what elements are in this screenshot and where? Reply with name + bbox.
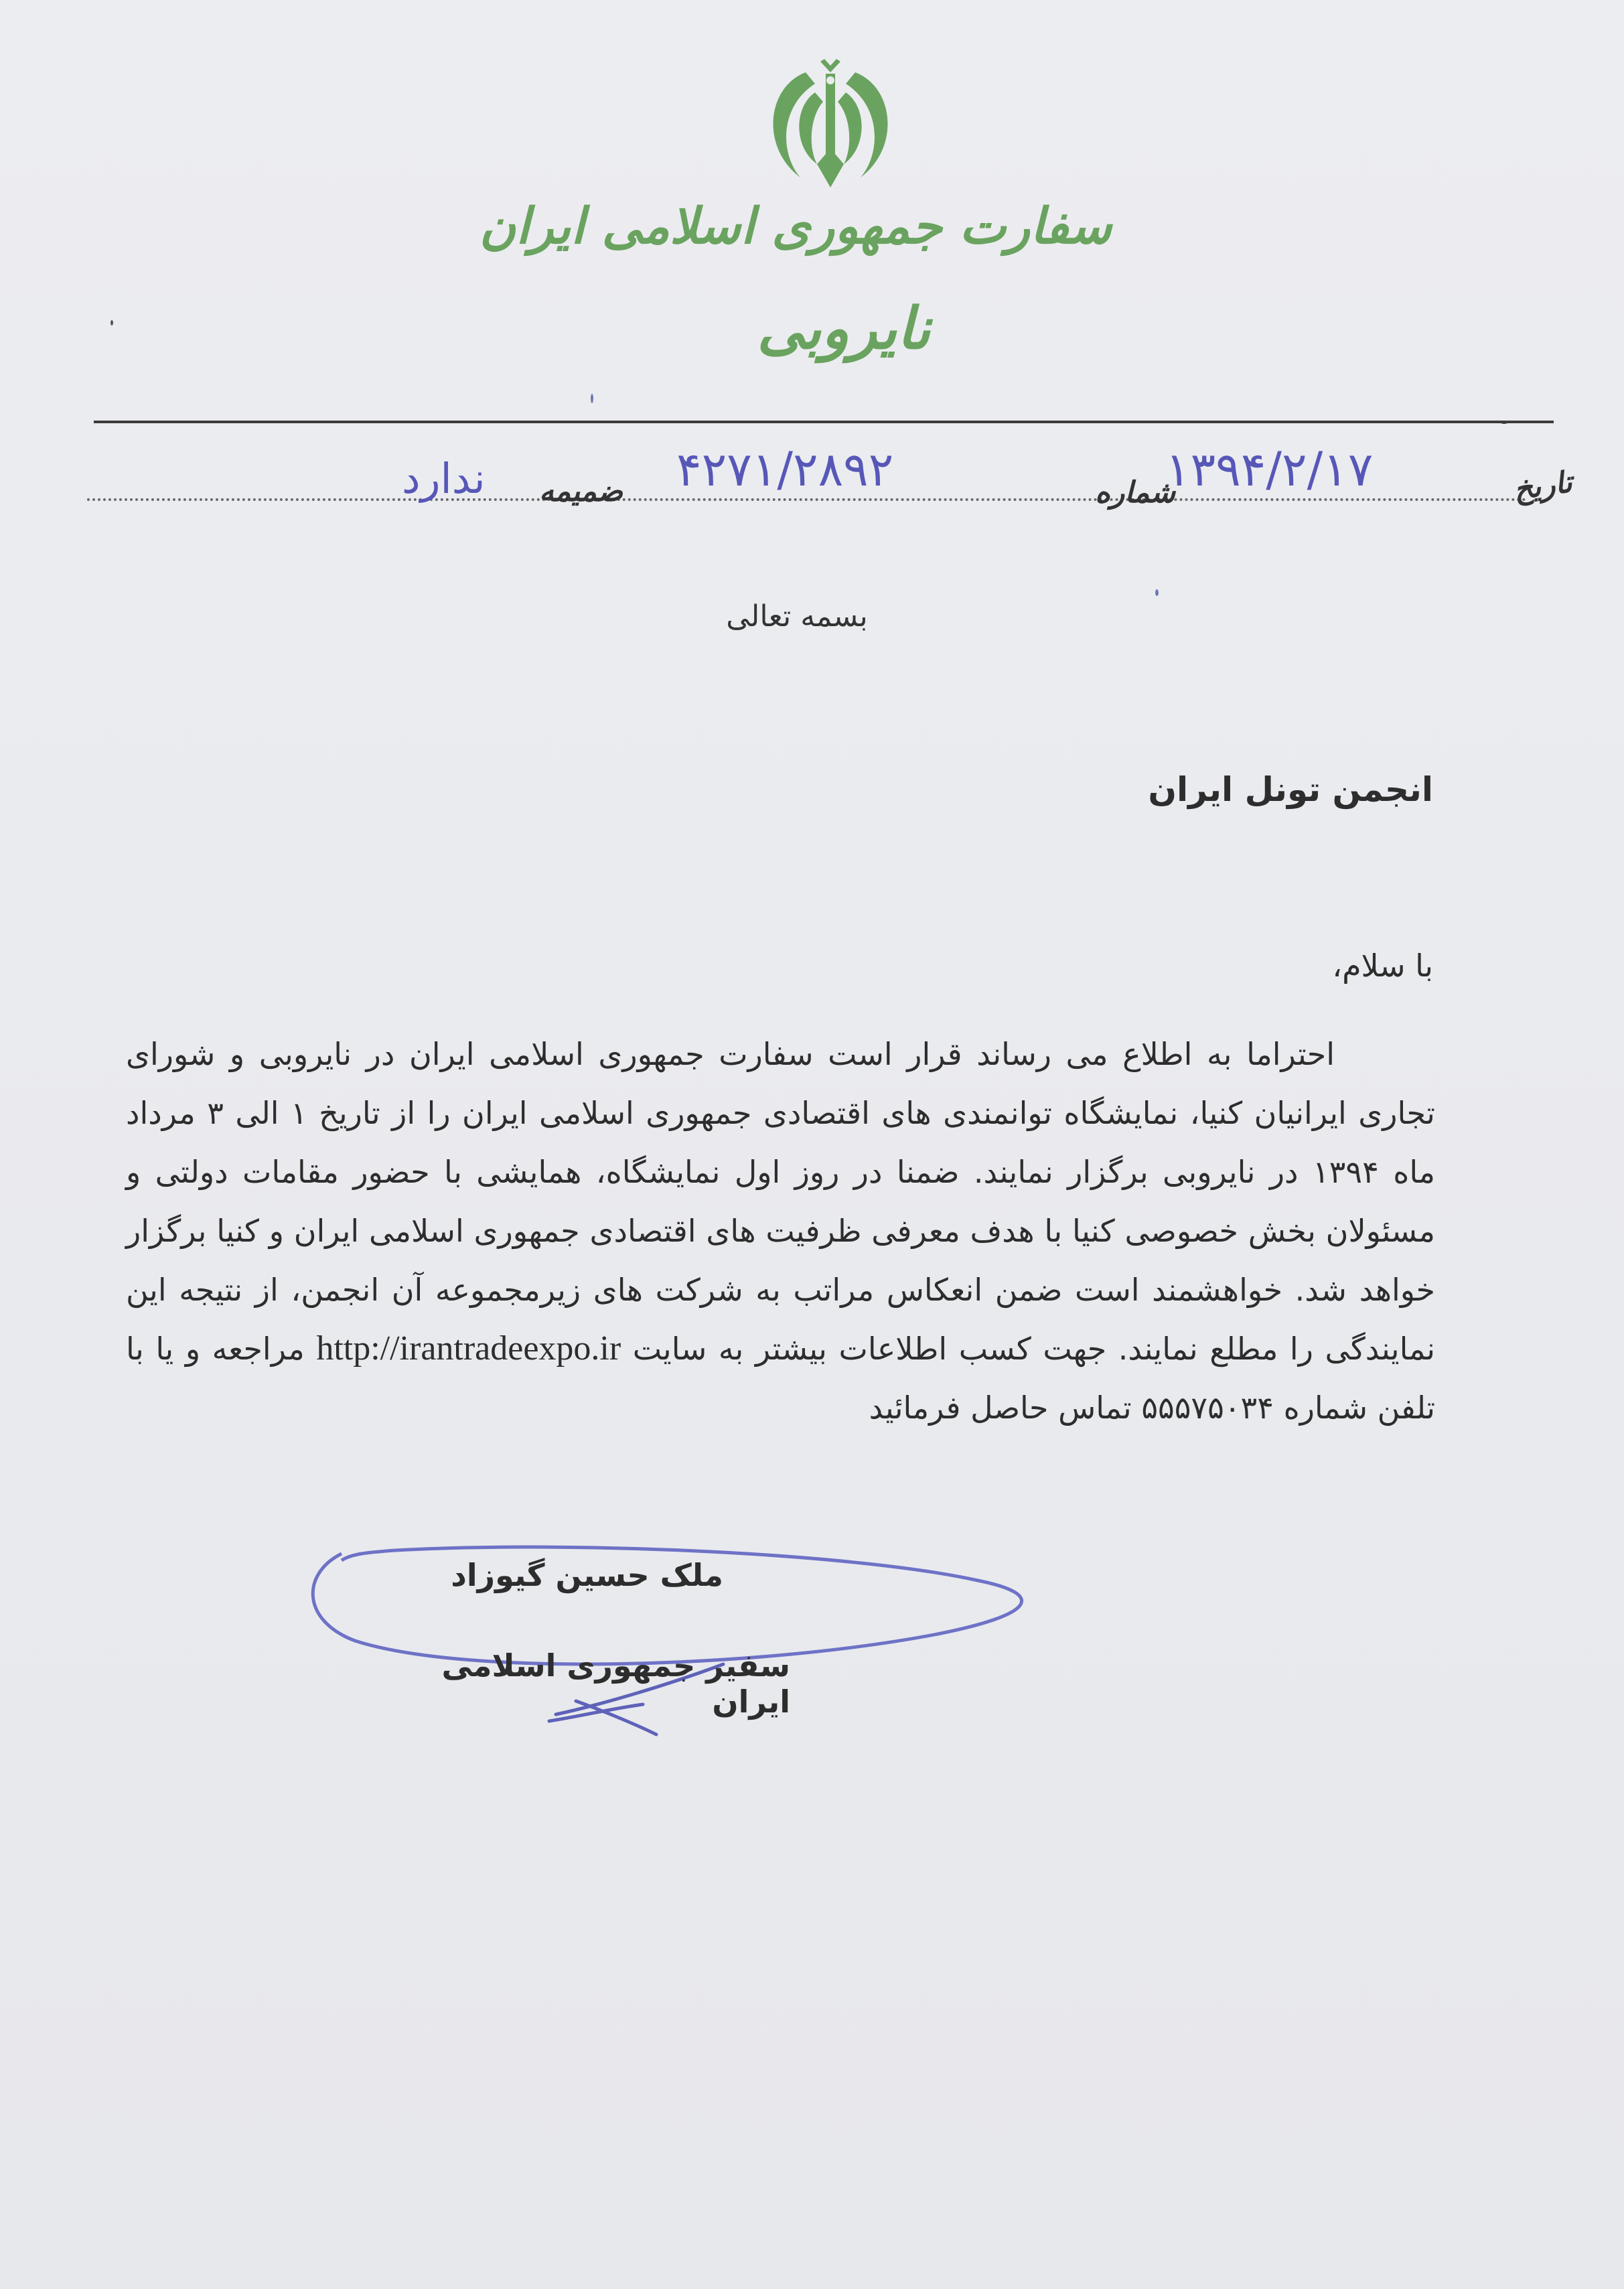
letter-body <box>126 1025 1435 1437</box>
body-text-closing: مراجعه و یا با تلفن شماره ۵۵۵۷۵۰۳۴ تماس حاصل فرمائید <box>126 1331 1435 1426</box>
date-label: تاریخ <box>1511 465 1574 507</box>
attachment-value: ندارد <box>402 454 486 503</box>
website-link: http://irantradeexpo.ir <box>316 1329 621 1368</box>
body-text-main: احتراما به اطلاع می رساند قرار است سفارت جمهوری اسلامی ایران در نایروبی و شورای تجاری ایرانیان کنیا، نمایشگاه توانمندی های اقتصادی جمهوری اسلامی ایران را از تاریخ ۱ الی ۳ مرداد ماه ۱۳۹۴ در نایروبی برگزار نمایند. ضمنا در روز اول نمایشگاه، همایشی با حضور مقامات دولتی و مسئولان بخش خصوصی کنیا با هدف معرفی ظرفیت های اقتصادی جمهوری اسلامی ایران و کنیا برگزار خواهد شد. خواهشمند است ضمن انعکاس مراتب به شرکت های زیرمجموعه آن انجمن، از نتیجه این نمایندگی را مطلع نمایند. جهت کسب اطلاعات بیشتر به سایت <box>126 1036 1435 1367</box>
greeting: با سلام، <box>1332 948 1433 984</box>
emblem-graphic <box>753 54 907 194</box>
signatory-name: ملک حسین گیوزاد <box>451 1557 723 1593</box>
iran-emblem-icon <box>753 54 907 194</box>
reference-row <box>87 442 1574 529</box>
header-divider <box>94 421 1554 423</box>
invocation: بسمه تعالی <box>726 599 868 634</box>
embassy-name: سفارت جمهوری اسلامی ایران <box>479 198 1112 255</box>
number-value: ۴۲۷۱/۲۸۹۲ <box>676 442 894 497</box>
scan-speck <box>1500 421 1508 424</box>
recipient: انجمن تونل ایران <box>1148 770 1433 809</box>
dotted-line <box>87 498 1527 501</box>
number-label: شماره <box>1095 475 1176 510</box>
scan-speck <box>1155 589 1159 596</box>
embassy-city: نایروبی <box>757 295 931 362</box>
date-value: ۱۳۹۴/۲/۱۷ <box>1165 442 1374 497</box>
attachment-label: ضمیمه <box>539 474 623 508</box>
signatory-title: سفیر جمهوری اسلامی ایران <box>441 1647 790 1720</box>
scan-speck <box>591 394 593 403</box>
scan-speck <box>110 320 113 325</box>
